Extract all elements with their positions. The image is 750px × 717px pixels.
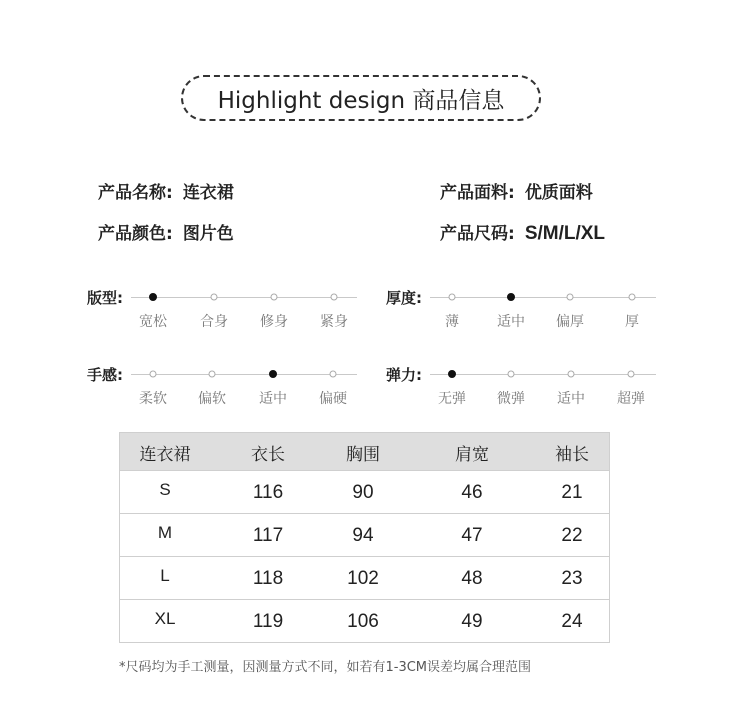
scale-track: [131, 374, 357, 375]
measurement-cell: 48: [461, 568, 483, 589]
size-table-header-cell: 肩宽: [455, 445, 489, 465]
scale-dot: [568, 371, 575, 378]
measurement-cell: 102: [347, 568, 379, 589]
scale-dot: [567, 294, 574, 301]
size-table-header: [120, 433, 609, 470]
section-title: Highlight design 商品信息: [181, 75, 541, 121]
scale-option: 宽松: [139, 314, 167, 330]
size-cell: M: [157, 523, 173, 542]
scale-label: 版型:: [87, 289, 123, 307]
measurement-cell: 94: [352, 525, 374, 546]
scale-dot-selected: [507, 293, 515, 301]
scale-dot: [330, 371, 337, 378]
scale-option: 偏软: [198, 391, 226, 407]
measurement-cell: 47: [461, 525, 483, 546]
product-size-label: 产品尺码:: [440, 224, 515, 244]
scale-option: 微弹: [497, 391, 525, 407]
scale-option: 紧身: [320, 314, 348, 330]
measurement-cell: 24: [561, 611, 583, 632]
scale-option: 适中: [557, 391, 585, 407]
measurement-cell: 49: [461, 611, 483, 632]
measurement-cell: 22: [561, 525, 583, 546]
measurement-cell: 90: [352, 482, 374, 503]
measurement-cell: 106: [347, 611, 379, 632]
product-fabric-label: 产品面料:: [440, 183, 515, 203]
scale-option: 薄: [445, 314, 459, 330]
scale-option: 适中: [497, 314, 525, 330]
size-cell: L: [160, 566, 170, 585]
scale-dot-selected: [269, 370, 277, 378]
table-row: [120, 599, 609, 642]
scale-dot: [449, 294, 456, 301]
scale-track: [131, 297, 357, 298]
scale-option: 适中: [259, 391, 287, 407]
scale-dot-selected: [149, 293, 157, 301]
measurement-cell: 119: [252, 611, 284, 632]
product-name-label: 产品名称:: [98, 183, 173, 203]
measurement-cell: 118: [252, 568, 284, 589]
product-fabric: [440, 178, 593, 203]
scale-label: 厚度:: [386, 289, 422, 307]
product-color: [98, 219, 234, 244]
product-fabric-value: 优质面料: [524, 183, 593, 203]
scale-option: 偏硬: [319, 391, 347, 407]
table-row: [120, 556, 609, 599]
product-size: [440, 219, 605, 245]
size-table-header-cell: 连衣裙: [139, 445, 191, 465]
product-color-value: 图片色: [182, 224, 234, 244]
scale-dot: [211, 294, 218, 301]
scale-dot: [271, 294, 278, 301]
table-row: [120, 513, 609, 556]
size-table-header-cell: 袖长: [555, 445, 589, 465]
scale-dot: [508, 371, 515, 378]
measurement-cell: 46: [461, 482, 483, 503]
measurement-cell: 116: [252, 482, 284, 503]
scale-dot: [331, 294, 338, 301]
table-row: [120, 470, 609, 513]
measurement-cell: 23: [561, 568, 583, 589]
scale-dot: [150, 371, 157, 378]
size-table: [119, 432, 610, 643]
size-cell: XL: [154, 609, 176, 628]
scale-option: 柔软: [139, 391, 167, 407]
product-size-value: S/M/L/XL: [524, 223, 606, 244]
size-table-header-cell: 衣长: [251, 445, 285, 465]
scale-dot: [209, 371, 216, 378]
scale-option: 修身: [260, 314, 288, 330]
scale-dot-selected: [448, 370, 456, 378]
scale-option: 超弹: [617, 391, 645, 407]
scale-track: [430, 297, 656, 298]
product-color-label: 产品颜色:: [98, 224, 173, 244]
scale-dot: [629, 294, 636, 301]
product-name-value: 连衣裙: [182, 183, 234, 203]
scale-option: 无弹: [438, 391, 466, 407]
product-name: [98, 178, 234, 203]
size-cell: S: [159, 480, 171, 499]
measurement-cell: 117: [252, 525, 284, 546]
size-table-header-cell: 胸围: [346, 445, 380, 465]
scale-option: 合身: [200, 314, 228, 330]
measurement-note: *尺码均为手工测量，因测量方式不同，如若有1-3CM误差均属合理范围: [119, 660, 532, 675]
scale-label: 手感:: [87, 366, 123, 384]
scale-option: 偏厚: [556, 314, 584, 330]
scale-label: 弹力:: [386, 366, 422, 384]
measurement-cell: 21: [561, 482, 583, 503]
scale-dot: [628, 371, 635, 378]
scale-track: [430, 374, 656, 375]
scale-option: 厚: [625, 314, 639, 330]
